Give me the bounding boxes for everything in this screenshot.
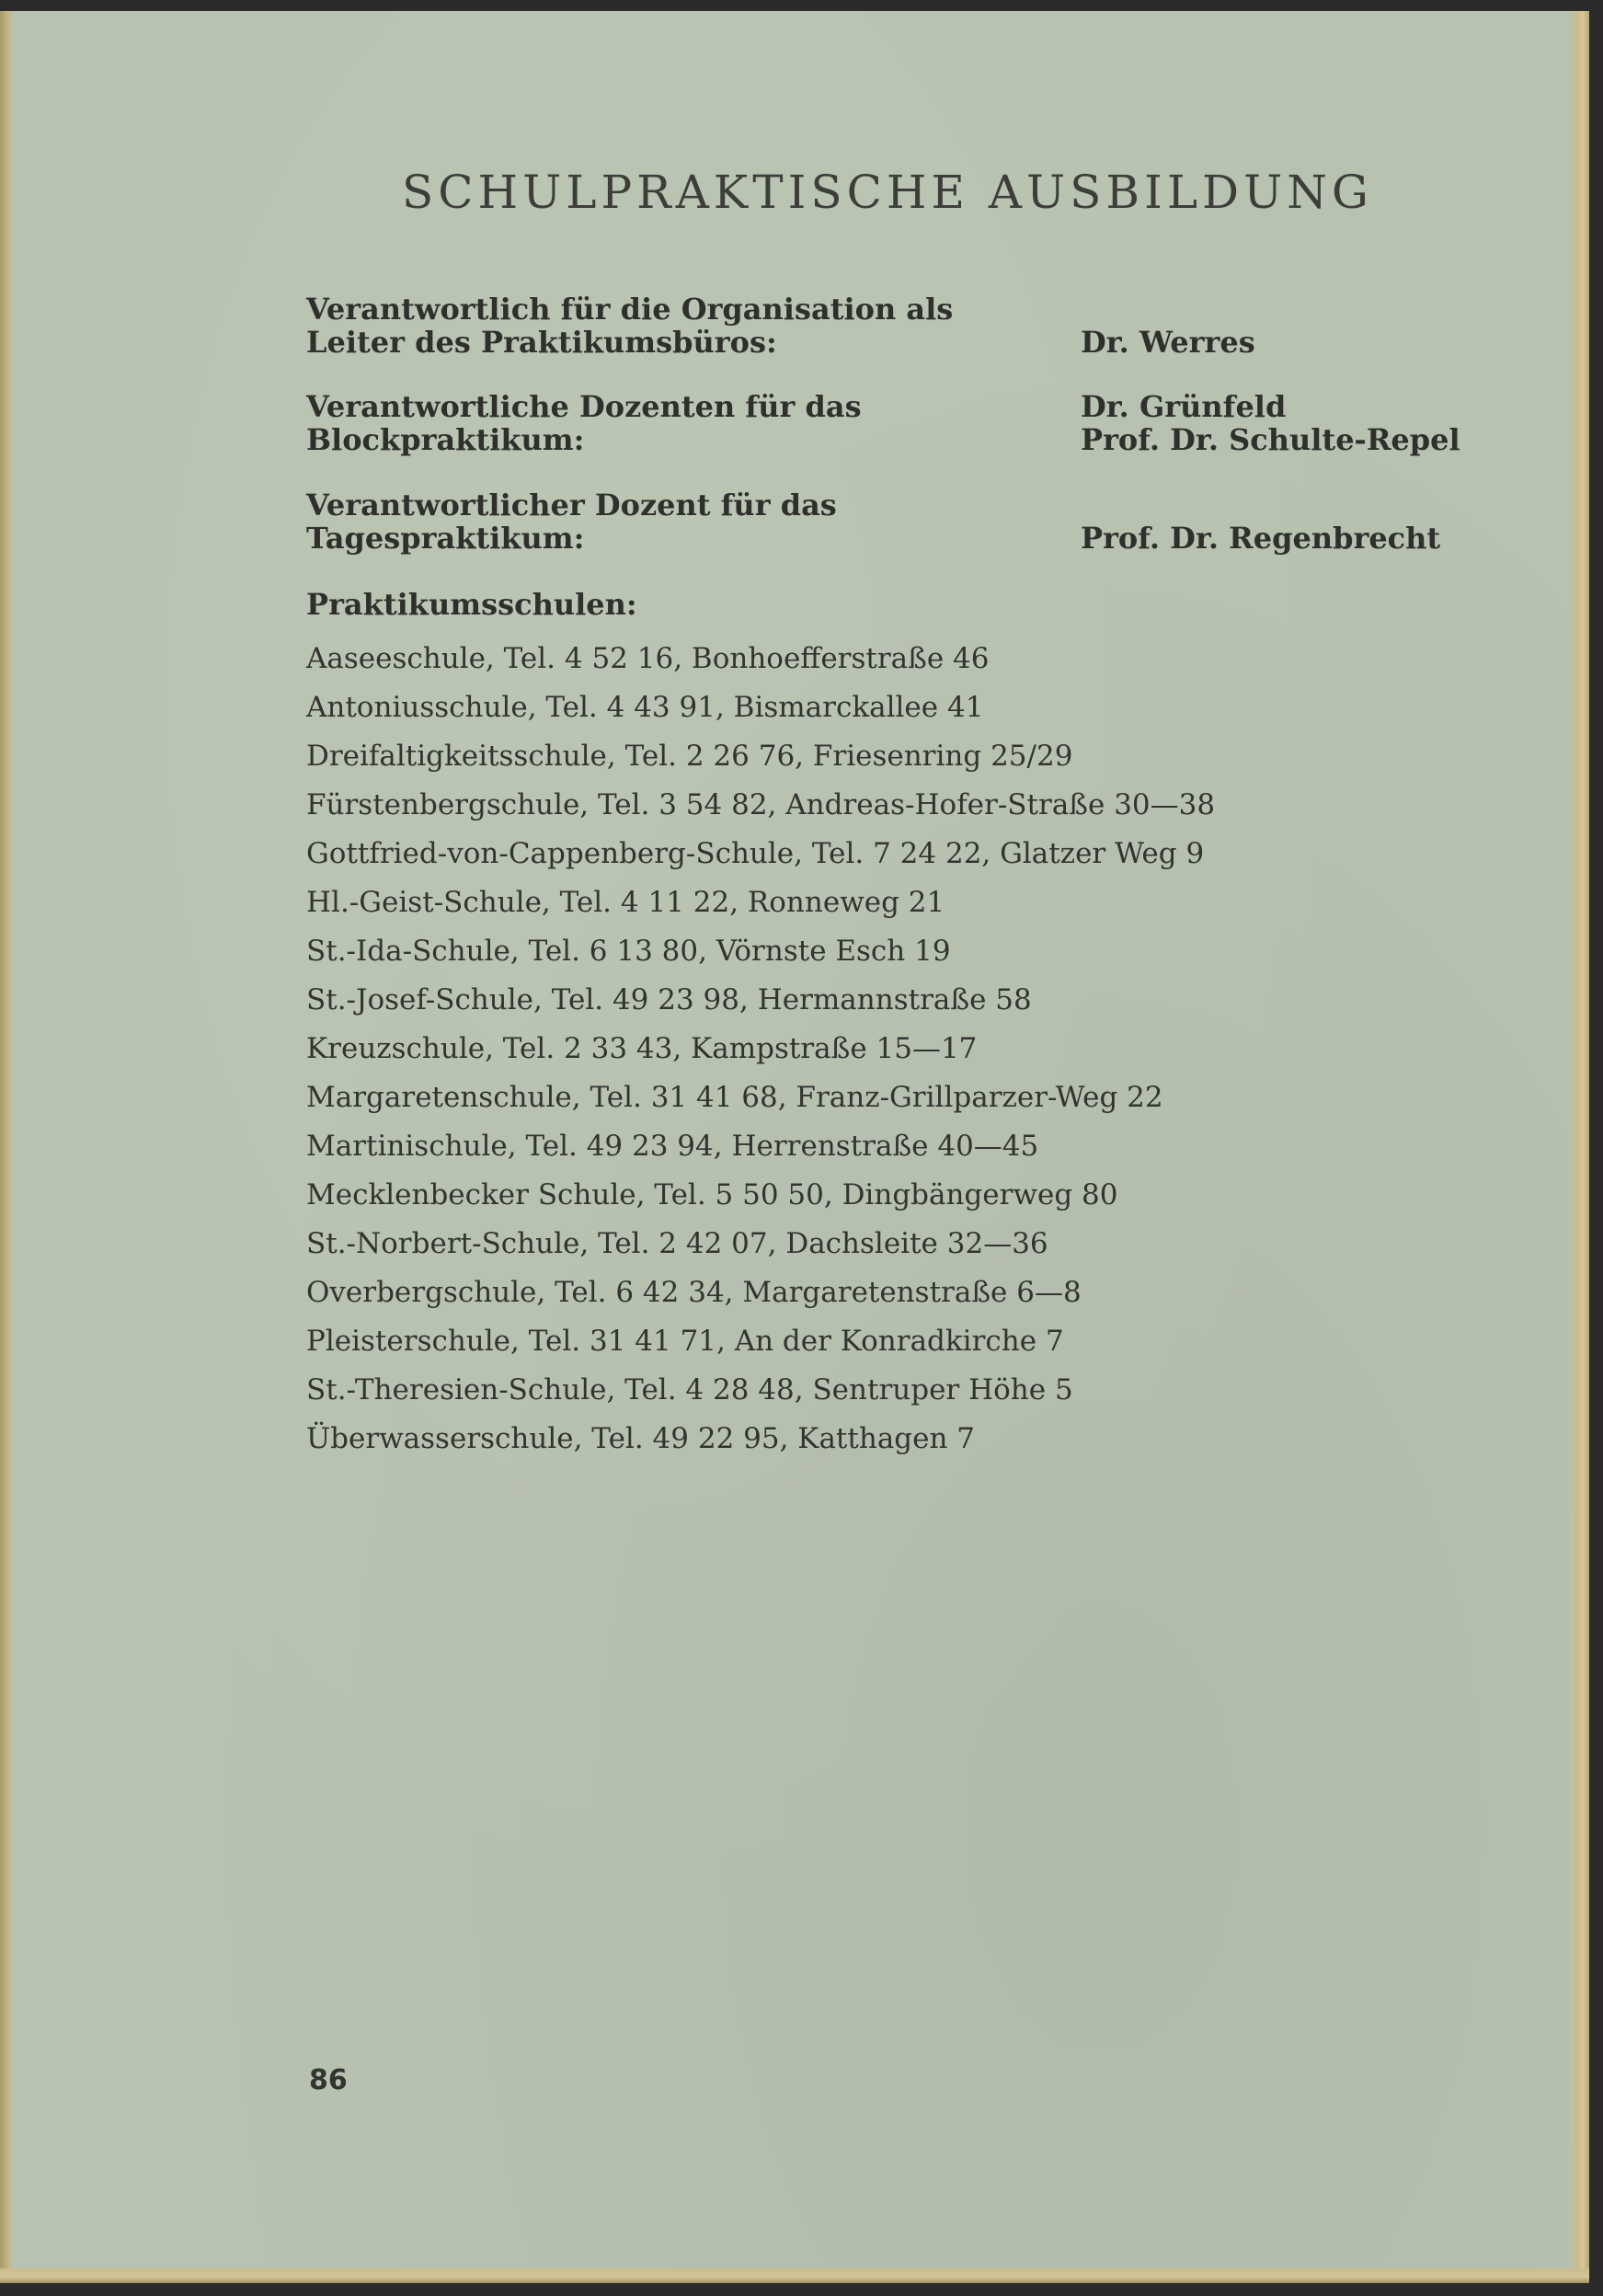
responsibility-label-line: Verantwortlicher Dozent für das xyxy=(306,488,837,522)
list-item: Dreifaltigkeitsschule, Tel. 2 26 76, Friesenring 25/29 xyxy=(306,740,1073,773)
list-item: Overbergschule, Tel. 6 42 34, Margaretenstraße 6—8 xyxy=(306,1276,1082,1309)
responsibility-label-line: Verantwortliche Dozenten für das xyxy=(306,389,862,424)
page-number: 86 xyxy=(309,2064,348,2096)
responsibility-label-line: Blockpraktikum: xyxy=(306,422,585,457)
page-edge-bottom xyxy=(0,2268,1589,2283)
list-item: Antoniusschule, Tel. 4 43 91, Bismarckallee 41 xyxy=(306,691,984,724)
list-item: Margaretenschule, Tel. 31 41 68, Franz-Grillparzer-Weg 22 xyxy=(306,1081,1163,1114)
responsible-person: Dr. Grünfeld xyxy=(1081,389,1287,424)
list-item: Fürstenbergschule, Tel. 3 54 82, Andreas-Hofer-Straße 30—38 xyxy=(306,788,1216,821)
list-item: Hl.-Geist-Schule, Tel. 4 11 22, Ronneweg 21 xyxy=(306,886,945,919)
school-list xyxy=(306,635,1215,1464)
list-item: Mecklenbecker Schule, Tel. 5 50 50, Dingbängerweg 80 xyxy=(306,1178,1118,1211)
responsibility-label-line: Tagespraktikum: xyxy=(306,521,585,556)
list-item: Überwasserschule, Tel. 49 22 95, Katthagen 7 xyxy=(306,1422,976,1455)
list-item: St.-Norbert-Schule, Tel. 2 42 07, Dachsleite 32—36 xyxy=(306,1227,1048,1260)
list-item: Gottfried-von-Cappenberg-Schule, Tel. 7 24 22, Glatzer Weg 9 xyxy=(306,837,1205,870)
responsible-person: Dr. Werres xyxy=(1081,325,1255,360)
responsible-person: Prof. Dr. Regenbrecht xyxy=(1081,521,1441,556)
page-edge-left xyxy=(0,11,13,2283)
page-edge-right xyxy=(1569,11,1589,2283)
list-item: Kreuzschule, Tel. 2 33 43, Kampstraße 15—17 xyxy=(306,1032,978,1065)
page-title: SCHULPRAKTISCHE AUSBILDUNG xyxy=(402,166,1373,219)
schools-heading: Praktikumsschulen: xyxy=(306,587,637,622)
list-item: St.-Theresien-Schule, Tel. 4 28 48, Sentruper Höhe 5 xyxy=(306,1373,1073,1406)
responsibility-label-line: Leiter des Praktikumsbüros: xyxy=(306,325,777,360)
list-item: Martinischule, Tel. 49 23 94, Herrenstraße 40—45 xyxy=(306,1130,1039,1163)
responsible-person: Prof. Dr. Schulte-Repel xyxy=(1081,422,1460,457)
list-item: St.-Josef-Schule, Tel. 49 23 98, Hermannstraße 58 xyxy=(306,983,1032,1016)
responsibility-label-line: Verantwortlich für die Organisation als xyxy=(306,292,954,327)
list-item: Pleisterschule, Tel. 31 41 71, An der Konradkirche 7 xyxy=(306,1325,1064,1358)
list-item: St.-Ida-Schule, Tel. 6 13 80, Vörnste Esch 19 xyxy=(306,935,951,968)
list-item: Aaseeschule, Tel. 4 52 16, Bonhoefferstraße 46 xyxy=(306,642,990,675)
